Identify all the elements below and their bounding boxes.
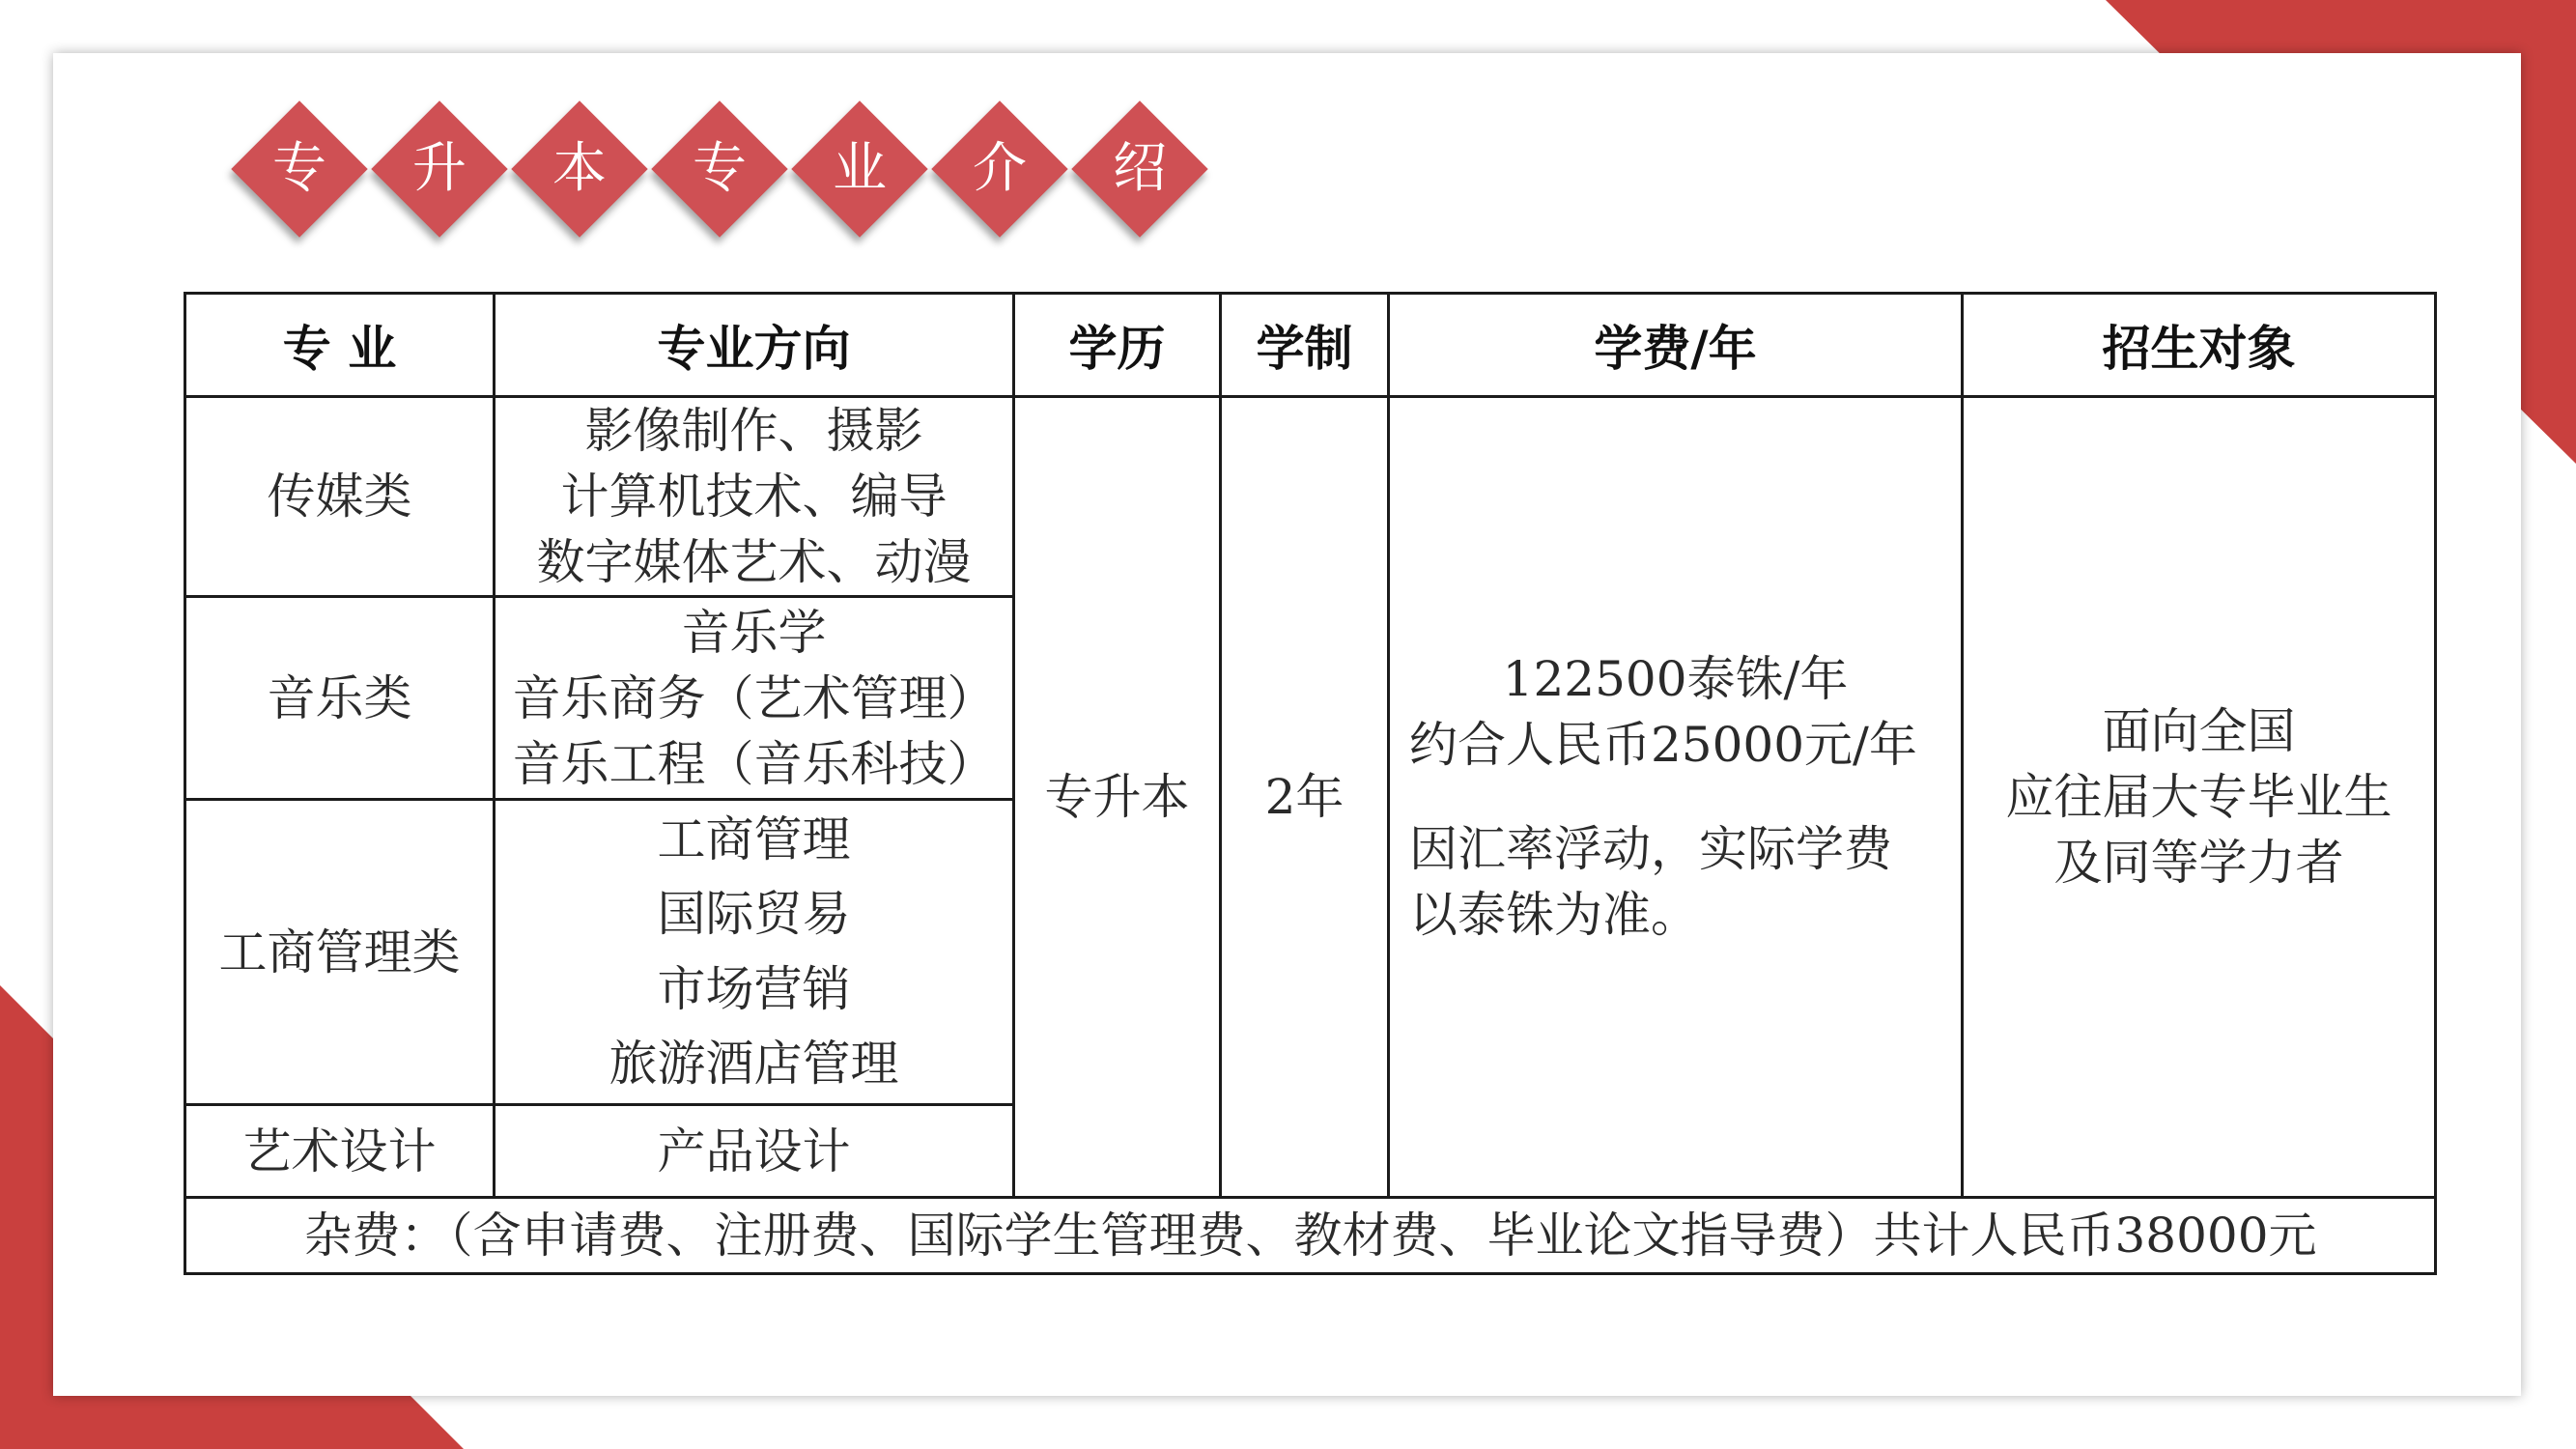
major-cell: 传媒类 — [185, 397, 495, 597]
target-line: 应往届大专毕业生 — [2005, 769, 2392, 825]
header-duration: 学制 — [1221, 294, 1389, 397]
major-cell: 音乐类 — [185, 597, 495, 800]
misc-fee-cell: 杂费：（含申请费、注册费、国际学生管理费、教材费、毕业论文指导费）共计人民币38000元 — [185, 1198, 2436, 1274]
duration-cell: 2年 — [1221, 397, 1389, 1198]
title-diamond — [652, 101, 787, 237]
direction-item: 音乐学 — [681, 604, 827, 661]
direction-cell — [495, 1105, 1014, 1198]
direction-item: 产品设计 — [657, 1122, 851, 1179]
header-target: 招生对象 — [1963, 294, 2436, 397]
direction-item: 音乐商务（艺术管理） — [512, 669, 996, 726]
table-header-row — [185, 294, 2436, 397]
direction-item: 计算机技术、编导 — [560, 469, 948, 525]
direction-item: 数字媒体艺术、动漫 — [536, 534, 972, 590]
title-char: 介 — [973, 137, 1027, 200]
header-major: 专 业 — [185, 294, 495, 397]
direction-item: 国际贸易 — [657, 886, 851, 942]
tuition-cny: 约合人民币25000元/年 — [1409, 717, 1917, 773]
title-char: 专 — [272, 137, 326, 200]
table-row — [185, 397, 2436, 597]
degree-cell: 专升本 — [1014, 397, 1221, 1198]
target-cell — [1963, 397, 2436, 1198]
title-diamond — [372, 101, 507, 237]
major-cell: 工商管理类 — [185, 800, 495, 1105]
direction-cell — [495, 800, 1014, 1105]
direction-cell — [495, 597, 1014, 800]
direction-item: 市场营销 — [657, 960, 851, 1017]
title-diamond — [792, 101, 927, 237]
title-char: 绍 — [1113, 137, 1167, 200]
title-char: 专 — [693, 137, 747, 200]
target-line: 面向全国 — [2102, 703, 2296, 759]
tuition-thb: 122500泰铢/年 — [1502, 651, 1849, 707]
tuition-note-line: 因汇率浮动，实际学费 — [1409, 821, 1892, 877]
header-degree: 学历 — [1014, 294, 1221, 397]
tuition-note-line: 以泰铢为准。 — [1409, 887, 1699, 943]
title-char: 业 — [833, 137, 887, 200]
target-line: 及同等学力者 — [2053, 835, 2344, 891]
title-diamond — [932, 101, 1067, 237]
major-cell: 艺术设计 — [185, 1105, 495, 1198]
title-char: 升 — [412, 137, 467, 200]
direction-item: 旅游酒店管理 — [609, 1036, 899, 1092]
header-tuition: 学费/年 — [1389, 294, 1963, 397]
title-diamond — [232, 101, 367, 237]
tuition-cell — [1389, 397, 1963, 1198]
title-char: 本 — [552, 137, 607, 200]
direction-item: 音乐工程（音乐科技） — [512, 735, 996, 792]
direction-item: 影像制作、摄影 — [584, 403, 923, 459]
misc-fee-row — [185, 1198, 2436, 1274]
direction-item: 工商管理 — [657, 810, 851, 867]
header-direction: 专业方向 — [495, 294, 1014, 397]
title-diamond — [1072, 101, 1207, 237]
direction-cell — [495, 397, 1014, 597]
title-diamond — [512, 101, 647, 237]
program-table — [184, 292, 2437, 1275]
